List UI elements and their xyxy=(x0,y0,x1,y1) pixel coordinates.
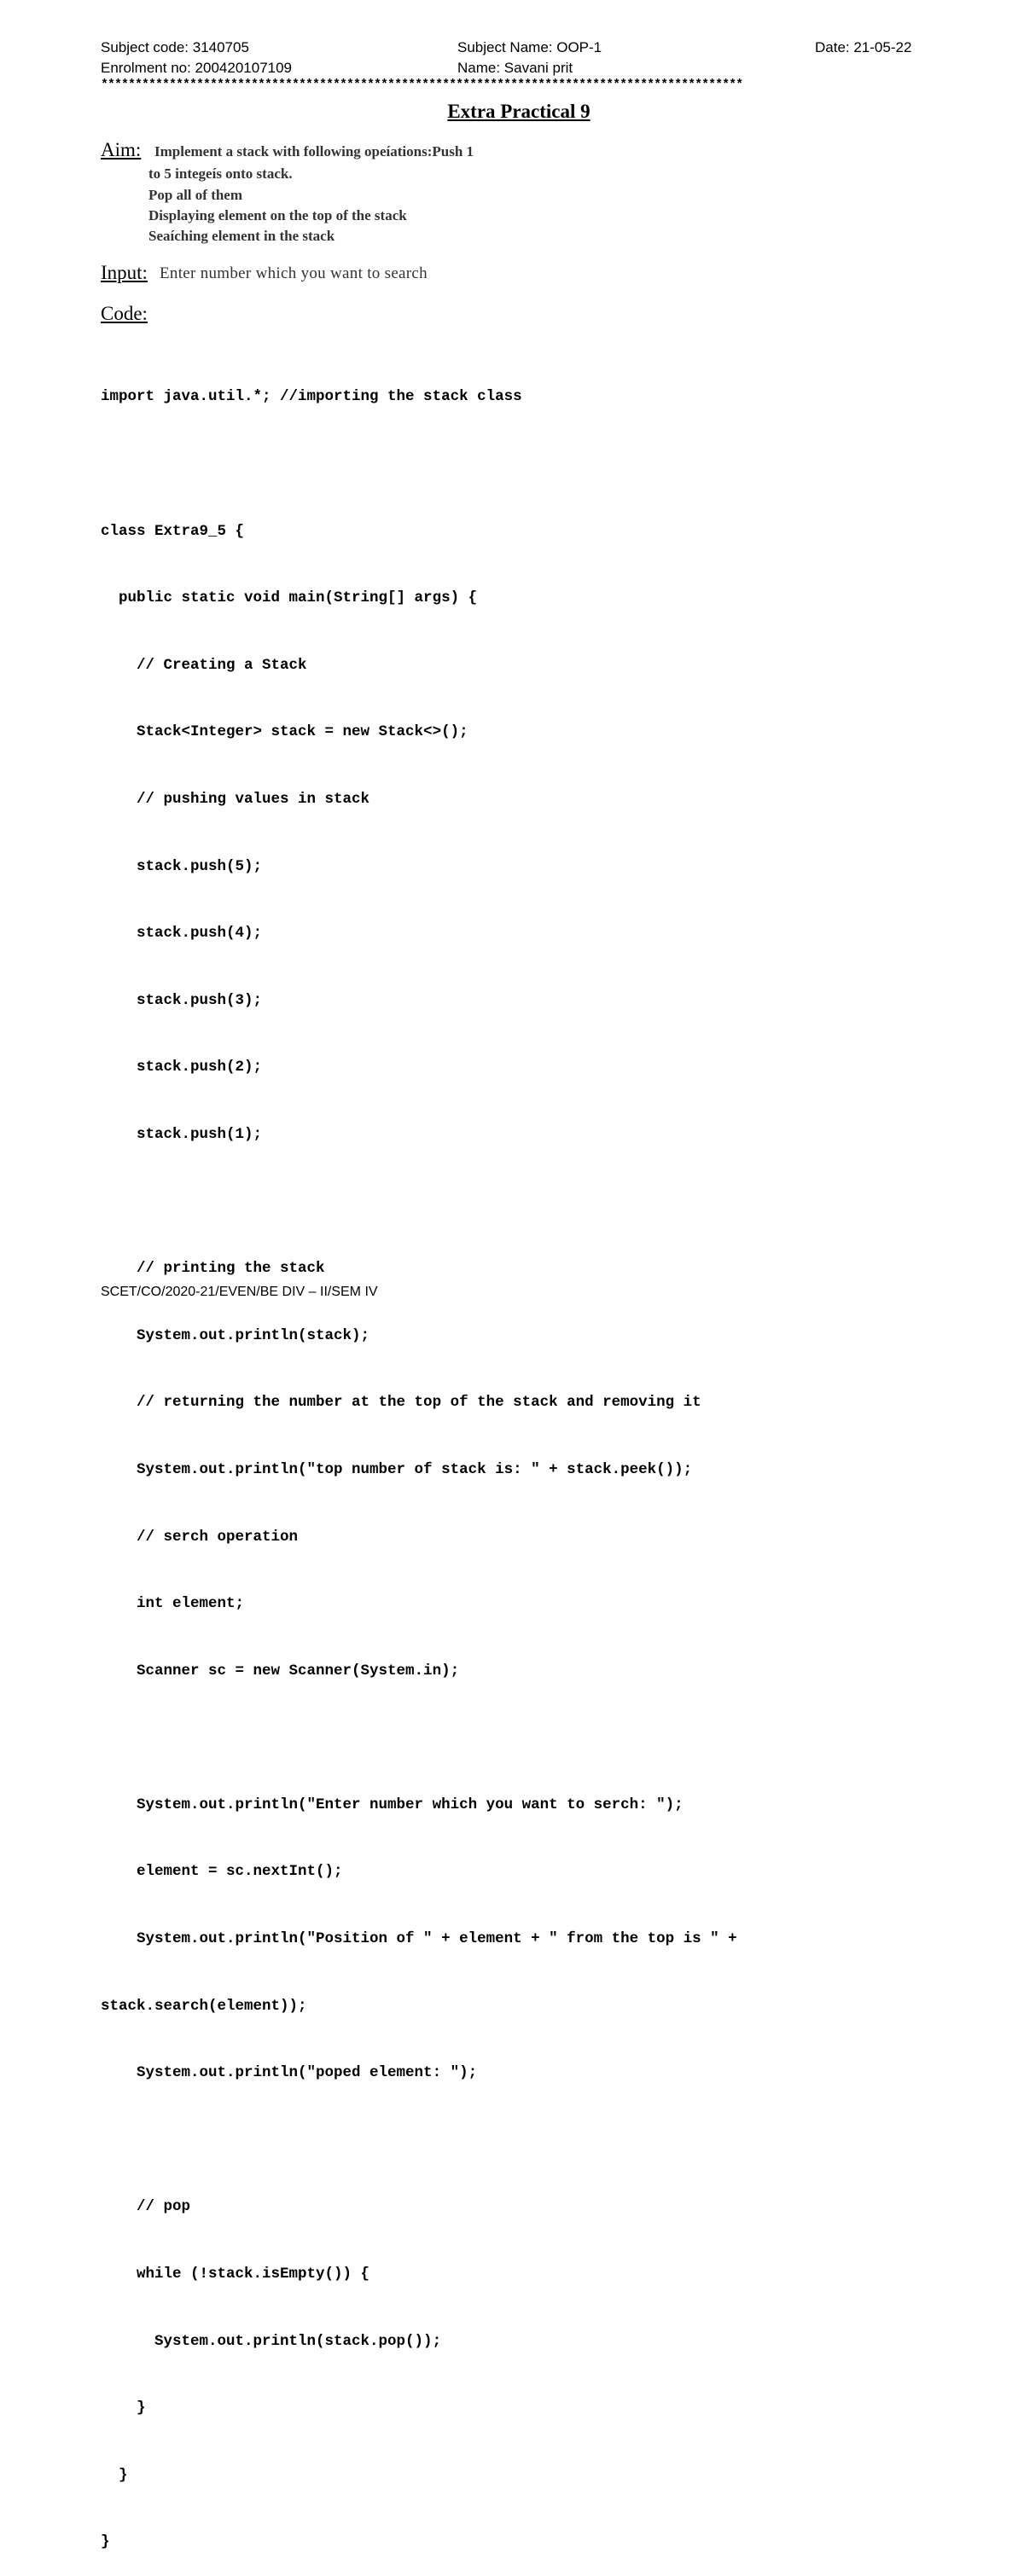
code-line: System.out.println("Position of " + element + " from the top is " + xyxy=(101,1930,737,1948)
code-line: System.out.println(stack); xyxy=(101,1326,370,1344)
code-label: Code: xyxy=(101,303,148,324)
code-line: Stack<Integer> stack = new Stack<>(); xyxy=(101,723,468,741)
input-description: Enter number which you want to search xyxy=(160,264,428,282)
code-line: System.out.println("Enter number which you want to serch: "); xyxy=(101,1796,684,1813)
code-line: // returning the number at the top of the stack and removing it xyxy=(101,1394,701,1412)
code-line: import java.util.*; //importing the stack class xyxy=(101,388,522,406)
code-line: stack.push(3); xyxy=(101,991,263,1009)
code-line: System.out.println("poped element: "); xyxy=(101,2064,478,2082)
aim-line: Displaying element on the top of the stack xyxy=(148,207,407,223)
code-line: } xyxy=(101,2533,110,2551)
code-line xyxy=(101,1191,737,1213)
code-line: stack.push(1); xyxy=(101,1125,263,1143)
code-line: // printing the stack xyxy=(101,1260,325,1278)
code-line: System.out.println("top number of stack is: " + stack.peek()); xyxy=(101,1460,693,1478)
aim-line: to 5 integeís onto stack. xyxy=(148,165,293,182)
date: Date: 21-05-22 xyxy=(815,39,912,55)
code-line: element = sc.nextInt(); xyxy=(101,1863,343,1881)
student-name: Name: Savani prit xyxy=(457,60,573,76)
header-separator: ********************************************************************************************** xyxy=(101,78,743,92)
code-line: // Creating a Stack xyxy=(101,656,307,674)
code-line: while (!stack.isEmpty()) { xyxy=(101,2266,370,2283)
code-line xyxy=(101,2129,737,2151)
subject-name: Subject Name: OOP-1 xyxy=(457,39,602,55)
code-line: // pop xyxy=(101,2198,191,2216)
code-line: int element; xyxy=(101,1595,245,1613)
code-line: } xyxy=(101,2466,128,2484)
aim-line: Pop all of them xyxy=(148,187,243,203)
aim-line: Seaíching element in the stack xyxy=(148,228,335,244)
code-line: class Extra9_5 { xyxy=(101,522,245,540)
code-line: // pushing values in stack xyxy=(101,790,370,808)
code-block xyxy=(101,341,737,2576)
code-line: public static void main(String[] args) { xyxy=(101,589,478,607)
code-line: stack.push(4); xyxy=(101,925,263,943)
input-label: Input: xyxy=(101,262,148,283)
code-line: stack.search(element)); xyxy=(101,1997,307,2015)
aim-line: Implement a stack with following opeíations:Push 1 xyxy=(154,143,474,160)
code-line: // serch operation xyxy=(101,1528,299,1546)
page-footer: SCET/CO/2020-21/EVEN/BE DIV – II/SEM IV xyxy=(101,1285,378,1299)
code-line xyxy=(101,1726,737,1749)
aim-label: Aim: xyxy=(101,139,142,160)
subject-code: Subject code: 3140705 xyxy=(101,39,249,55)
code-line: Scanner sc = new Scanner(System.in); xyxy=(101,1662,460,1680)
page-title: Extra Practical 9 xyxy=(447,101,591,122)
code-line: stack.push(5); xyxy=(101,857,263,875)
code-line: System.out.println(stack.pop()); xyxy=(101,2332,442,2350)
code-line: stack.push(2); xyxy=(101,1059,263,1076)
enrolment-number: Enrolment no: 200420107109 xyxy=(101,60,293,76)
code-line xyxy=(101,453,737,475)
code-line: } xyxy=(101,2399,146,2417)
